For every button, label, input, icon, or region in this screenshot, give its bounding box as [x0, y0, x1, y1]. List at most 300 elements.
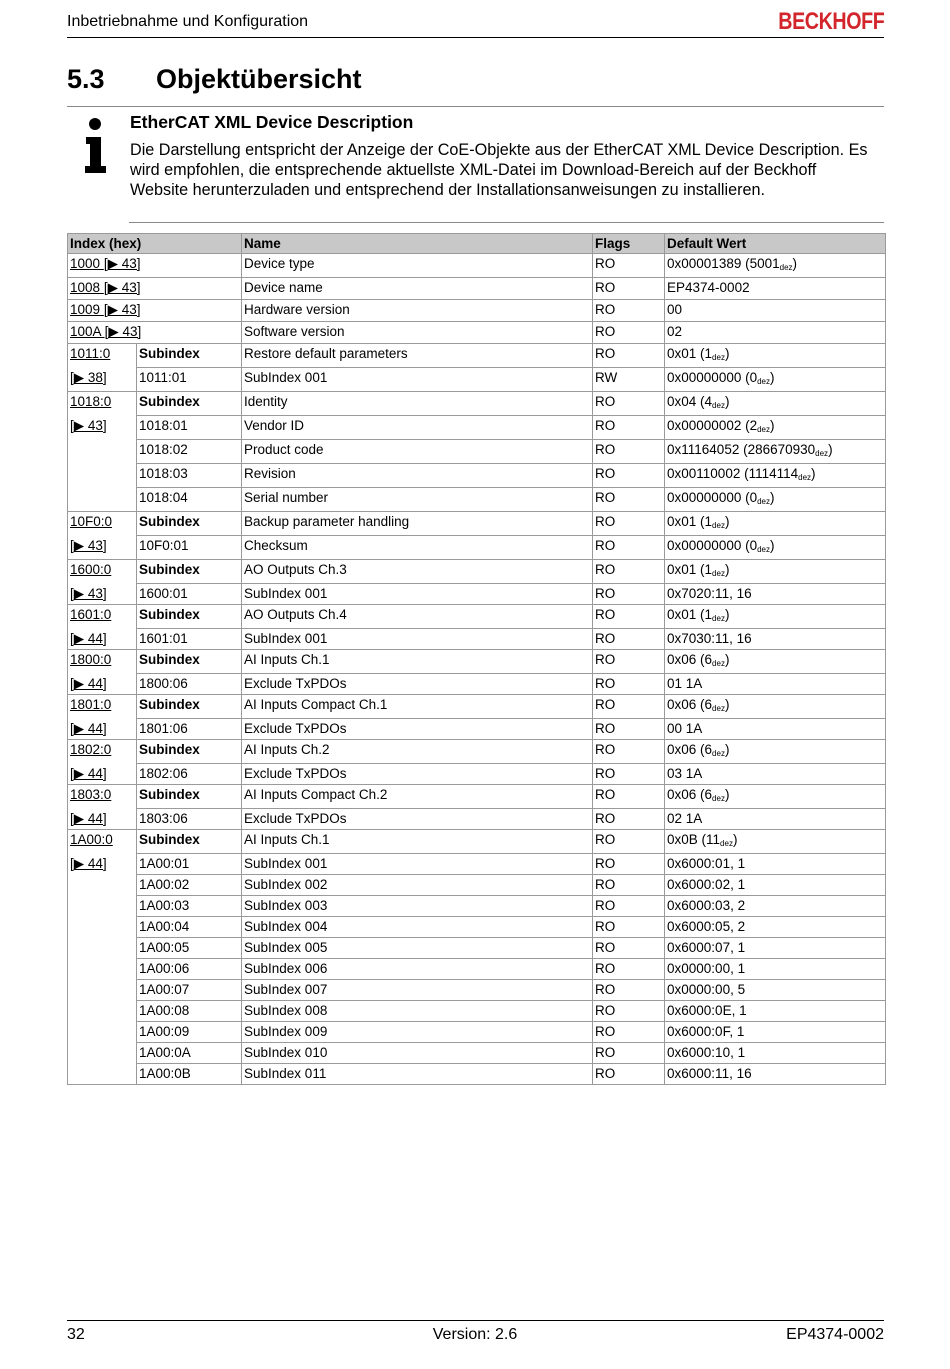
flags-cell: RO	[593, 440, 665, 464]
subindex-cell: 1018:04	[137, 488, 242, 512]
object-table	[67, 233, 886, 1085]
default-value-cell	[665, 488, 886, 512]
subindex-cell: Subindex	[137, 392, 242, 416]
name-cell: Serial number	[242, 488, 593, 512]
default-value-cell	[665, 464, 886, 488]
name-cell: Exclude TxPDOs	[242, 809, 593, 830]
table-row	[68, 764, 886, 785]
flags-cell: RO	[593, 764, 665, 785]
value-close: )	[724, 562, 730, 577]
object-table-body	[68, 254, 886, 1085]
subindex-cell: Subindex	[137, 785, 242, 809]
name-cell: SubIndex 004	[242, 917, 593, 938]
default-value-cell	[665, 322, 886, 344]
table-row	[68, 1064, 886, 1085]
default-value-cell	[665, 368, 886, 392]
flags-cell: RO	[593, 938, 665, 959]
index-cell	[68, 584, 137, 605]
index-cell	[68, 785, 137, 809]
index-link[interactable]	[70, 324, 141, 339]
name-cell: Hardware version	[242, 300, 593, 322]
default-value: 0x11164052 (286670930	[667, 442, 816, 457]
subindex-cell: 1A00:09	[137, 1022, 242, 1043]
index-page-ref[interactable]: [▶ 44]	[70, 855, 107, 871]
default-value-cell	[665, 875, 886, 896]
value-close: )	[724, 346, 730, 361]
index-page-ref[interactable]: [▶ 44]	[70, 675, 107, 691]
default-value-cell	[665, 278, 886, 300]
index-cell	[68, 959, 137, 980]
name-cell: SubIndex 001	[242, 368, 593, 392]
default-value: 0x6000:07, 1	[667, 940, 746, 955]
default-value: 0x04 (4	[667, 394, 713, 409]
default-value-cell	[665, 1001, 886, 1022]
default-value-cell	[665, 695, 886, 719]
table-row	[68, 650, 886, 674]
default-value: 0x7030:11, 16	[667, 631, 752, 646]
value-close: )	[770, 490, 775, 505]
flags-cell: RO	[593, 605, 665, 629]
default-value-cell	[665, 605, 886, 629]
index-link[interactable]: 1A00:0	[70, 832, 113, 847]
product-code: EP4374-0002	[786, 1326, 884, 1343]
index-cell	[68, 300, 242, 322]
index-page-ref[interactable]: [▶ 43]	[103, 280, 141, 295]
subindex-cell: 1A00:06	[137, 959, 242, 980]
flags-cell: RO	[593, 392, 665, 416]
default-value: 03 1A	[667, 766, 703, 781]
index-page-ref[interactable]: [▶ 43]	[70, 585, 107, 601]
table-row	[68, 464, 886, 488]
index-cell	[68, 368, 137, 392]
flags-cell: RO	[593, 344, 665, 368]
subindex-cell: Subindex	[137, 512, 242, 536]
default-value-cell	[665, 254, 886, 278]
subindex-cell: 1018:01	[137, 416, 242, 440]
flags-cell: RO	[593, 896, 665, 917]
column-header-flags: Flags	[593, 234, 665, 254]
index-link[interactable]: 1601:0	[70, 607, 112, 622]
name-cell: SubIndex 006	[242, 959, 593, 980]
default-value: 0x06 (6	[667, 787, 713, 802]
index-cell	[68, 392, 137, 416]
table-row	[68, 300, 886, 322]
value-unit: dez	[757, 545, 770, 554]
flags-cell: RO	[593, 875, 665, 896]
value-close: )	[828, 442, 833, 457]
table-row	[68, 896, 886, 917]
subindex-cell: Subindex	[137, 650, 242, 674]
column-header-index: Index (hex)	[68, 234, 242, 254]
flags-cell: RO	[593, 830, 665, 854]
subindex-cell: 1A00:08	[137, 1001, 242, 1022]
index-cell	[68, 809, 137, 830]
default-value-cell	[665, 1022, 886, 1043]
subindex-cell: 1A00:01	[137, 854, 242, 875]
default-value: EP4374-0002	[667, 280, 750, 295]
default-value-cell	[665, 1064, 886, 1085]
name-cell: SubIndex 010	[242, 1043, 593, 1064]
flags-cell: RO	[593, 278, 665, 300]
section-number: 5.3	[67, 64, 105, 94]
flags-cell: RO	[593, 674, 665, 695]
flags-cell: RO	[593, 300, 665, 322]
index-page-ref[interactable]: [▶ 44]	[70, 630, 107, 646]
table-row	[68, 854, 886, 875]
flags-cell: RO	[593, 809, 665, 830]
subindex-cell: 1018:02	[137, 440, 242, 464]
default-value-cell	[665, 809, 886, 830]
index-cell	[68, 1043, 137, 1064]
default-value-cell	[665, 938, 886, 959]
default-value: 0x6000:01, 1	[667, 856, 746, 871]
flags-cell: RO	[593, 719, 665, 740]
index-page-ref[interactable]: [▶ 44]	[70, 810, 107, 826]
index-cell	[68, 938, 137, 959]
table-row	[68, 392, 886, 416]
section-title: Objektübersicht	[156, 64, 362, 94]
subindex-cell: 1A00:04	[137, 917, 242, 938]
value-close: )	[792, 256, 798, 271]
value-unit: dez	[712, 569, 725, 578]
name-cell: SubIndex 002	[242, 875, 593, 896]
table-row	[68, 254, 886, 278]
index-cell	[68, 875, 137, 896]
flags-cell: RO	[593, 695, 665, 719]
flags-cell: RO	[593, 854, 665, 875]
name-cell: SubIndex 007	[242, 980, 593, 1001]
default-value: 0x01 (1	[667, 514, 713, 529]
index-value[interactable]: 100A	[70, 324, 101, 339]
flags-cell: RO	[593, 416, 665, 440]
index-cell	[68, 1022, 137, 1043]
table-row	[68, 560, 886, 584]
value-unit: dez	[712, 353, 725, 362]
subindex-cell: 1A00:0B	[137, 1064, 242, 1085]
default-value-cell	[665, 740, 886, 764]
table-row	[68, 809, 886, 830]
default-value: 0x0000:00, 1	[667, 961, 746, 976]
name-cell: SubIndex 001	[242, 629, 593, 650]
table-row	[68, 785, 886, 809]
value-unit: dez	[720, 839, 733, 848]
flags-cell: RO	[593, 1001, 665, 1022]
table-row	[68, 322, 886, 344]
value-unit: dez	[712, 794, 725, 803]
index-value[interactable]: 1000	[70, 256, 101, 271]
index-link[interactable]: 1018:0	[70, 394, 112, 409]
default-value-cell	[665, 764, 886, 785]
flags-cell: RO	[593, 1064, 665, 1085]
default-value: 0x6000:05, 2	[667, 919, 746, 934]
index-page-ref[interactable]: [▶ 43]	[103, 302, 141, 317]
flags-cell: RO	[593, 488, 665, 512]
index-link[interactable]	[70, 280, 140, 295]
default-value: 0x06 (6	[667, 697, 713, 712]
name-cell: Checksum	[242, 536, 593, 560]
name-cell: Exclude TxPDOs	[242, 764, 593, 785]
subindex-cell: 1018:03	[137, 464, 242, 488]
table-row	[68, 959, 886, 980]
index-cell	[68, 695, 137, 719]
subindex-cell: Subindex	[137, 344, 242, 368]
subindex-cell: Subindex	[137, 695, 242, 719]
flags-cell: RO	[593, 629, 665, 650]
index-link[interactable]	[70, 256, 140, 271]
default-value-cell	[665, 719, 886, 740]
value-unit: dez	[712, 749, 725, 758]
default-value-cell	[665, 917, 886, 938]
value-unit: dez	[712, 401, 725, 410]
index-link[interactable]: 1803:0	[70, 787, 112, 802]
default-value-cell	[665, 896, 886, 917]
index-link[interactable]: 1011:0	[70, 346, 111, 361]
name-cell: AO Outputs Ch.4	[242, 605, 593, 629]
name-cell: Device name	[242, 278, 593, 300]
index-link[interactable]: 1600:0	[70, 562, 112, 577]
column-header-default: Default Wert	[665, 234, 886, 254]
flags-cell: RO	[593, 584, 665, 605]
index-cell	[68, 536, 137, 560]
value-unit: dez	[712, 659, 725, 668]
index-page-ref[interactable]: [▶ 43]	[104, 324, 142, 339]
default-value: 0x00000000 (0	[667, 538, 758, 553]
flags-cell: RO	[593, 1043, 665, 1064]
table-row	[68, 674, 886, 695]
index-cell	[68, 830, 137, 854]
default-value-cell	[665, 392, 886, 416]
subindex-cell: 1A00:07	[137, 980, 242, 1001]
subindex-cell: 1600:01	[137, 584, 242, 605]
value-close: )	[770, 370, 775, 385]
name-cell: AI Inputs Ch.1	[242, 650, 593, 674]
name-cell: SubIndex 001	[242, 584, 593, 605]
value-close: )	[724, 742, 730, 757]
value-unit: dez	[815, 449, 829, 458]
subindex-cell: 1802:06	[137, 764, 242, 785]
flags-cell: RO	[593, 917, 665, 938]
default-value: 0x6000:0F, 1	[667, 1024, 745, 1039]
index-page-ref[interactable]: [▶ 38]	[70, 369, 107, 385]
name-cell: Exclude TxPDOs	[242, 719, 593, 740]
index-link[interactable]: 1802:0	[70, 742, 112, 757]
subindex-cell: 1800:06	[137, 674, 242, 695]
default-value: 0x6000:03, 2	[667, 898, 746, 913]
index-cell	[68, 629, 137, 650]
default-value: 00	[667, 302, 683, 317]
default-value: 0x06 (6	[667, 742, 713, 757]
name-cell: SubIndex 009	[242, 1022, 593, 1043]
name-cell: Device type	[242, 254, 593, 278]
default-value-cell	[665, 1043, 886, 1064]
name-cell: AI Inputs Compact Ch.2	[242, 785, 593, 809]
index-cell	[68, 1064, 137, 1085]
default-value-cell	[665, 959, 886, 980]
default-value: 0x0000:00, 5	[667, 982, 746, 997]
name-cell: AI Inputs Compact Ch.1	[242, 695, 593, 719]
index-value[interactable]: 1009	[70, 302, 101, 317]
table-row	[68, 440, 886, 464]
default-value: 0x6000:02, 1	[667, 877, 746, 892]
default-value: 0x01 (1	[667, 607, 713, 622]
name-cell: Revision	[242, 464, 593, 488]
value-close: )	[811, 466, 816, 481]
index-cell	[68, 917, 137, 938]
name-cell: SubIndex 003	[242, 896, 593, 917]
table-row	[68, 278, 886, 300]
value-unit: dez	[757, 377, 770, 386]
subindex-cell: 1803:06	[137, 809, 242, 830]
flags-cell: RO	[593, 512, 665, 536]
index-link[interactable]: 10F0:0	[70, 514, 113, 529]
default-value: 0x00001389 (5001	[667, 256, 780, 271]
table-row	[68, 344, 886, 368]
index-link[interactable]	[70, 302, 140, 317]
index-cell	[68, 854, 137, 875]
default-value-cell	[665, 650, 886, 674]
index-cell	[68, 440, 137, 464]
name-cell: Backup parameter handling	[242, 512, 593, 536]
index-page-ref[interactable]: [▶ 43]	[103, 256, 141, 271]
index-cell	[68, 764, 137, 785]
subindex-cell: 1A00:02	[137, 875, 242, 896]
note-text: Die Darstellung entspricht der Anzeige der CoE-Objekte aus der EtherCAT XML Device Description. Es wird empfohlen, die entsprechende aktuellste XML-Datei im Download-Bereich auf der Beckhoff Website herunterzuladen und entsprechend der Installationsanweisungen zu installieren.	[130, 141, 868, 199]
table-row	[68, 830, 886, 854]
index-cell	[68, 560, 137, 584]
value-close: )	[732, 832, 738, 847]
name-cell: SubIndex 005	[242, 938, 593, 959]
table-row	[68, 875, 886, 896]
table-row	[68, 512, 886, 536]
section-divider	[67, 106, 884, 107]
name-cell: AO Outputs Ch.3	[242, 560, 593, 584]
flags-cell: RO	[593, 959, 665, 980]
index-page-ref[interactable]: [▶ 43]	[70, 537, 107, 553]
table-row	[68, 416, 886, 440]
name-cell: AI Inputs Ch.1	[242, 830, 593, 854]
default-value: 01 1A	[667, 676, 703, 691]
value-close: )	[724, 697, 730, 712]
subindex-cell: Subindex	[137, 560, 242, 584]
default-value-cell	[665, 416, 886, 440]
default-value-cell	[665, 785, 886, 809]
default-value-cell	[665, 536, 886, 560]
index-page-ref[interactable]: [▶ 44]	[70, 765, 107, 781]
default-value: 0x01 (1	[667, 562, 713, 577]
subindex-cell: 1A00:0A	[137, 1043, 242, 1064]
default-value: 0x01 (1	[667, 346, 713, 361]
flags-cell: RO	[593, 254, 665, 278]
index-cell	[68, 278, 242, 300]
table-row	[68, 605, 886, 629]
flags-cell: RO	[593, 740, 665, 764]
index-link[interactable]: 1801:0	[70, 697, 112, 712]
value-close: )	[724, 787, 730, 802]
index-link[interactable]: 1800:0	[70, 652, 112, 667]
document-version: Version: 2.6	[432, 1326, 518, 1343]
value-close: )	[724, 514, 730, 529]
note-heading: EtherCAT XML Device Description	[130, 112, 414, 132]
default-value-cell	[665, 674, 886, 695]
table-row	[68, 629, 886, 650]
default-value-cell	[665, 830, 886, 854]
subindex-cell: Subindex	[137, 605, 242, 629]
subindex-cell: 1601:01	[137, 629, 242, 650]
default-value: 02	[667, 324, 683, 339]
table-row	[68, 980, 886, 1001]
value-unit: dez	[757, 425, 770, 434]
info-note	[129, 112, 885, 200]
flags-cell: RO	[593, 560, 665, 584]
table-header-row	[68, 234, 886, 254]
flags-cell: RW	[593, 368, 665, 392]
value-close: )	[770, 418, 775, 433]
name-cell: AI Inputs Ch.2	[242, 740, 593, 764]
default-value: 0x6000:0E, 1	[667, 1003, 747, 1018]
table-row	[68, 584, 886, 605]
name-cell: SubIndex 008	[242, 1001, 593, 1022]
name-cell: Restore default parameters	[242, 344, 593, 368]
value-unit: dez	[712, 614, 725, 623]
value-unit: dez	[712, 704, 725, 713]
index-page-ref[interactable]: [▶ 43]	[70, 417, 107, 433]
index-cell	[68, 605, 137, 629]
flags-cell: RO	[593, 536, 665, 560]
value-close: )	[770, 538, 775, 553]
default-value-cell	[665, 300, 886, 322]
table-row	[68, 740, 886, 764]
value-unit: dez	[757, 497, 770, 506]
default-value-cell	[665, 854, 886, 875]
value-unit: dez	[779, 263, 793, 272]
value-close: )	[724, 652, 730, 667]
subindex-cell: Subindex	[137, 740, 242, 764]
header-divider	[67, 37, 884, 38]
flags-cell: RO	[593, 785, 665, 809]
running-header: Inbetriebnahme und Konfiguration	[67, 13, 309, 30]
index-cell	[68, 650, 137, 674]
flags-cell: RO	[593, 464, 665, 488]
subindex-cell: 10F0:01	[137, 536, 242, 560]
index-cell	[68, 512, 137, 536]
index-page-ref[interactable]: [▶ 44]	[70, 720, 107, 736]
index-value[interactable]: 1008	[70, 280, 101, 295]
default-value-cell	[665, 440, 886, 464]
note-divider	[129, 222, 884, 223]
index-cell	[68, 322, 242, 344]
footer-divider	[67, 1320, 884, 1321]
table-row	[68, 719, 886, 740]
index-cell	[68, 719, 137, 740]
table-row	[68, 488, 886, 512]
table-row	[68, 368, 886, 392]
flags-cell: RO	[593, 650, 665, 674]
info-icon	[82, 118, 110, 174]
value-close: )	[724, 607, 730, 622]
index-cell	[68, 740, 137, 764]
flags-cell: RO	[593, 980, 665, 1001]
default-value: 0x00000000 (0	[667, 490, 758, 505]
table-row	[68, 1043, 886, 1064]
default-value-cell	[665, 980, 886, 1001]
subindex-cell: Subindex	[137, 830, 242, 854]
value-unit: dez	[798, 473, 812, 482]
index-cell	[68, 1001, 137, 1022]
name-cell: Product code	[242, 440, 593, 464]
default-value-cell	[665, 584, 886, 605]
default-value-cell	[665, 629, 886, 650]
table-row	[68, 1001, 886, 1022]
